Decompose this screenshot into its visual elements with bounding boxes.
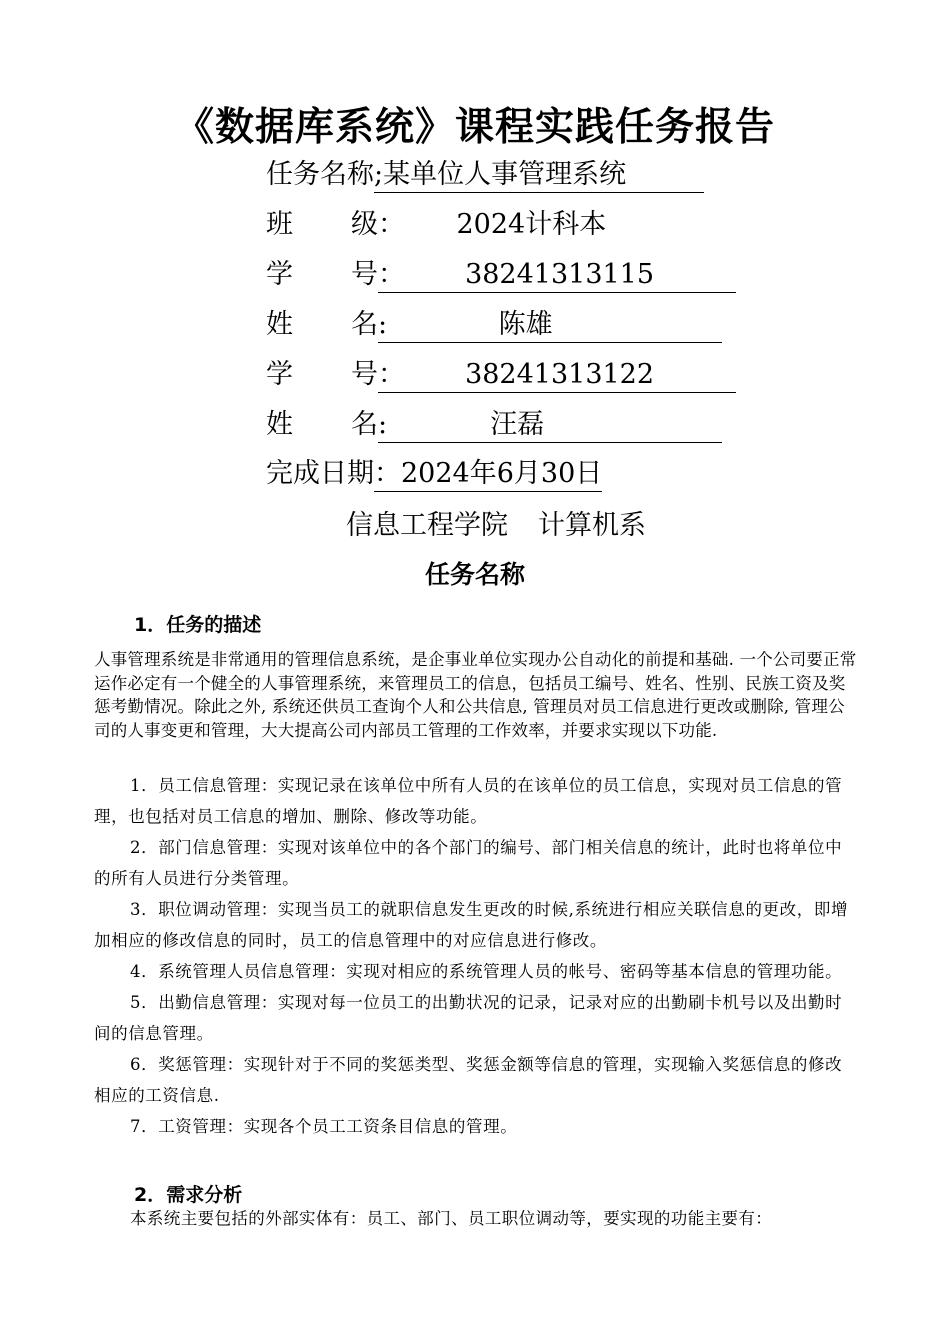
field-student-id-2 (266, 355, 758, 395)
description-paragraph: 人事管理系统是非常通用的管理信息系统，是企事业单位实现办公自动化的前提和基础. 一个公司要正常运作必定有一个健全的人事管理系统，来管理员工的信息，包括员工编号、姓名、性别、民族工资及奖惩考勤情况。除此之外, 系统还供员工查询个人和公共信息, 管理员对员工信息进行更改或删除, 管理公司的人事变更和管理，大大提高公司内部员工管理的工作效率，并要求实现以下功能. (94, 650, 857, 740)
requirement-paragraph: 本系统主要包括的外部实体有：员工、部门、员工职位调动等，要实现的功能主要有： (130, 1209, 773, 1228)
field-name-2 (266, 405, 722, 445)
field-label: 任务名称 (266, 159, 374, 190)
school-department (346, 503, 646, 542)
field-value: ;某单位人事管理系统 (374, 158, 704, 193)
field-label: 完成日期 (266, 458, 374, 489)
list-item: 4．系统管理人员信息管理：实现对相应的系统管理人员的帐号、密码等基本信息的管理功能。 (130, 962, 843, 981)
section-title-requirements: 2．需求分析 (134, 1184, 243, 1206)
function-list (94, 770, 854, 1142)
field-label: 学 号 (266, 259, 378, 290)
list-item: 7．工资管理：实现各个员工工资条目信息的管理。 (130, 1117, 518, 1136)
task-heading: 任务名称 (424, 560, 525, 589)
list-item: 6．奖惩管理：实现针对于不同的奖惩类型、奖惩金额等信息的管理，实现输入奖惩信息的修改相应的工资信息. (94, 1055, 843, 1105)
field-value: : 陈雄 (378, 308, 722, 343)
field-completion-date (266, 454, 602, 494)
field-label: 学 号 (266, 359, 378, 390)
field-label: 姓 名 (266, 309, 378, 340)
field-label: 姓 名 (266, 409, 378, 440)
list-item: 3．职位调动管理：实现当员工的就职信息发生更改的时候,系统进行相应关联信息的更改，即增加相应的修改信息的同时，员工的信息管理中的对应信息进行修改。 (94, 900, 849, 950)
list-item: 5．出勤信息管理：实现对每一位员工的出勤状况的记录，记录对应的出勤刷卡机号以及出勤时间的信息管理。 (94, 993, 843, 1043)
field-name-1 (266, 305, 722, 345)
list-item: 1．员工信息管理：实现记录在该单位中所有人员的在该单位的员工信息，实现对员工信息的管理，也包括对员工信息的增加、删除、修改等功能。 (94, 776, 843, 826)
field-task-name (266, 155, 704, 195)
field-value: : 汪磊 (378, 408, 722, 443)
field-value: ： 2024计科本 (378, 209, 607, 240)
field-class (266, 205, 606, 245)
report-title: 《数据库系统》课程实践任务报告 (174, 105, 775, 150)
section-title-description: 1．任务的描述 (134, 614, 262, 636)
list-item: 2．部门信息管理：实现对该单位中的各个部门的编号、部门相关信息的统计，此时也将单位中的所有人员进行分类管理。 (94, 838, 843, 888)
field-value: ： 38241313115 (378, 258, 736, 293)
field-student-id-1 (266, 255, 758, 295)
field-label: 班 级 (266, 209, 378, 240)
field-value: ： 38241313122 (378, 358, 736, 393)
department-name: 计算机系 (538, 510, 646, 541)
field-value: ：2024年6月30日 (374, 457, 602, 492)
school-name: 信息工程学院 (346, 510, 508, 541)
